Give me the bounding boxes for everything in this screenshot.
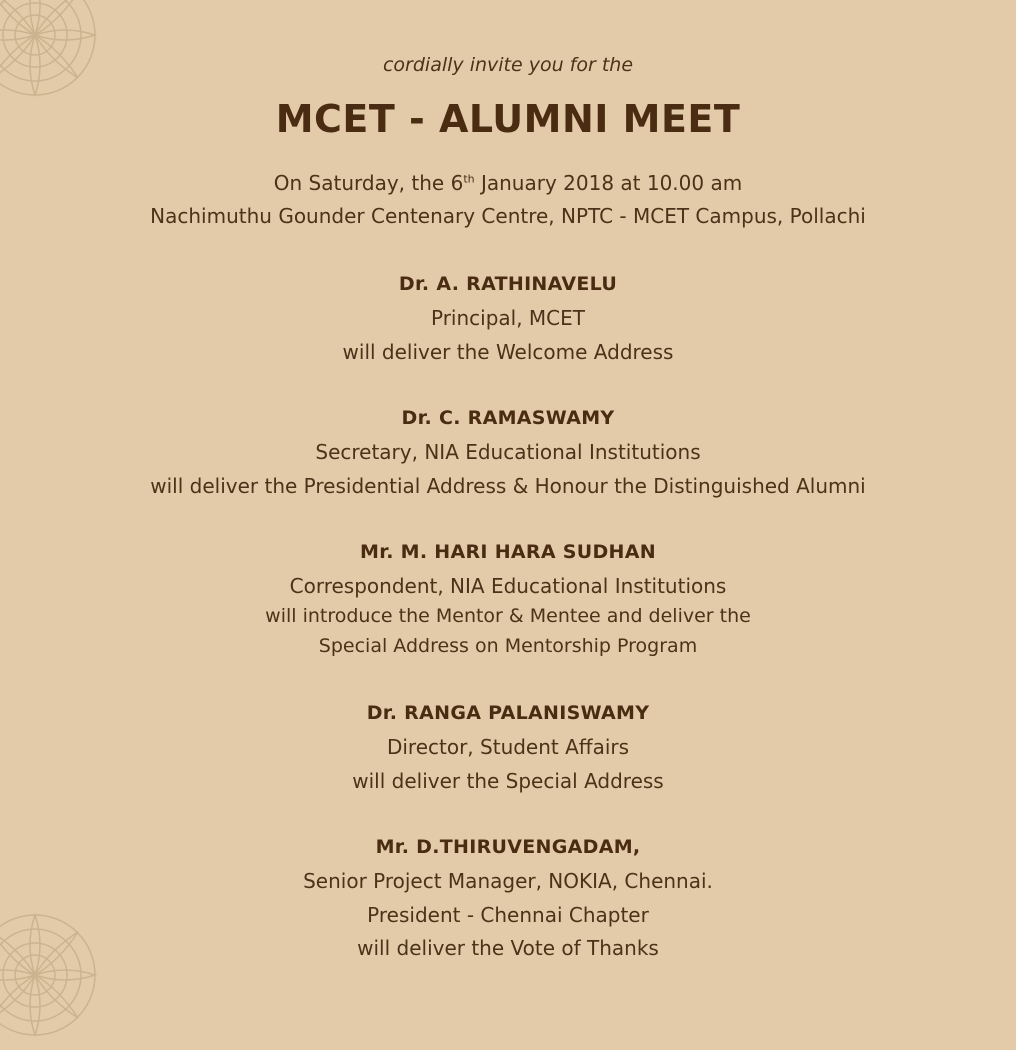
event-venue: Nachimuthu Gounder Centenary Centre, NPTC - MCET Campus, Pollachi (150, 204, 866, 228)
speaker-title: Correspondent, NIA Educational Institutions (289, 574, 727, 598)
date-suffix-sup: th (463, 172, 475, 186)
speaker-role: will deliver the Special Address (352, 769, 664, 793)
speaker-title: Senior Project Manager, NOKIA, Chennai. (303, 869, 713, 893)
speaker-title: Principal, MCET (430, 306, 585, 330)
speaker-name: Dr. A. RATHINAVELU (398, 273, 618, 295)
speaker-name: Mr. D.THIRUVENGADAM, (375, 836, 641, 858)
speaker-name: Dr. C. RAMASWAMY (401, 407, 615, 429)
speaker-role: President - Chennai Chapter (367, 903, 649, 927)
speaker-role: will deliver the Welcome Address (342, 340, 674, 364)
speaker-role: will introduce the Mentor & Mentee and deliver the (265, 605, 751, 627)
event-date (0, 171, 1016, 195)
date-rest: January 2018 at 10.00 am (474, 171, 743, 195)
speaker-title: Secretary, NIA Educational Institutions (315, 440, 701, 464)
date-prefix: On Saturday, the 6 (273, 171, 464, 195)
intro-text: cordially invite you for the (382, 54, 634, 76)
speaker-role: will deliver the Presidential Address & Honour the Distinguished Alumni (150, 474, 866, 498)
speaker-name: Dr. RANGA PALANISWAMY (366, 702, 650, 724)
speaker-title: Director, Student Affairs (386, 735, 630, 759)
speaker-name: Mr. M. HARI HARA SUDHAN (360, 541, 656, 563)
speaker-role: Special Address on Mentorship Program (318, 635, 698, 657)
event-title: MCET - ALUMNI MEET (275, 97, 741, 141)
speaker-role: will deliver the Vote of Thanks (357, 936, 659, 960)
